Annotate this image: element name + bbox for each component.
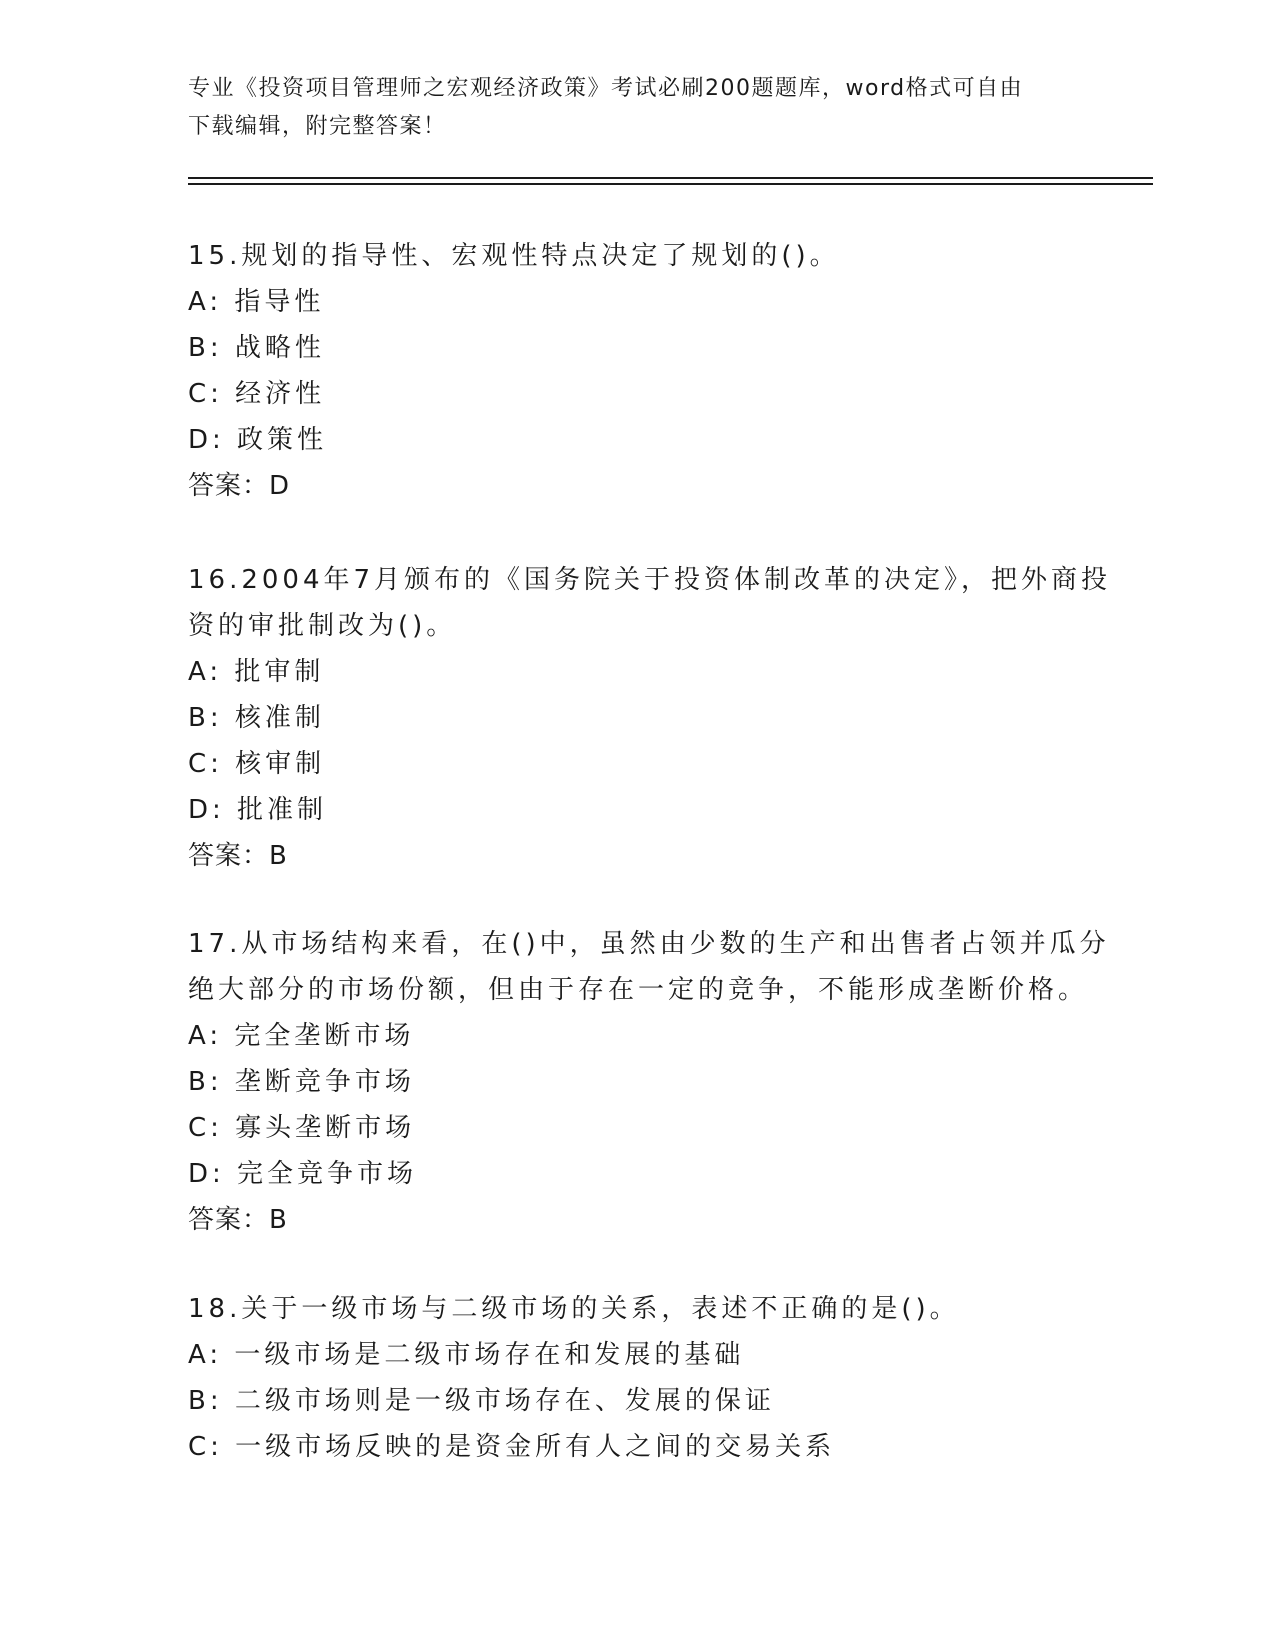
option-b: B: 二级市场则是一级市场存在、发展的保证 [188,1386,775,1416]
option-c: C: 寡头垄断市场 [188,1113,416,1143]
question-15 [188,233,1108,509]
document-header [188,70,1088,146]
header-divider-top [188,177,1153,179]
answer-key: 答案：B [188,1205,288,1235]
header-line-1: 专业《投资项目管理师之宏观经济政策》考试必刷200题题库，word格式可自由 [188,76,1024,101]
header-line-2: 下载编辑，附完整答案！ [188,114,447,139]
option-a: A: 一级市场是二级市场存在和发展的基础 [188,1340,745,1370]
question-stem-line-1: 17.从市场结构来看，在()中，虽然由少数的生产和出售者占领并瓜分 [188,929,1110,959]
option-c: C: 一级市场反映的是资金所有人之间的交易关系 [188,1432,836,1462]
header-divider-bottom [188,183,1153,185]
option-a: A: 完全垄断市场 [188,1021,415,1051]
question-stem: 18.关于一级市场与二级市场的关系，表述不正确的是()。 [188,1294,960,1324]
question-16 [188,557,1112,879]
option-d: D: 批准制 [188,795,328,825]
option-b: B: 核准制 [188,703,325,733]
option-c: C: 核审制 [188,749,326,779]
answer-key: 答案：B [188,841,288,871]
answer-key: 答案：D [188,471,291,501]
option-a: A: 指导性 [188,287,325,317]
option-a: A: 批审制 [188,657,325,687]
question-17 [188,921,1108,1243]
question-stem-line-1: 16.2004年7月颁布的《国务院关于投资体制改革的决定》，把外商投 [188,565,1112,595]
option-d: D: 完全竞争市场 [188,1159,418,1189]
option-b: B: 垄断竞争市场 [188,1067,415,1097]
option-b: B: 战略性 [188,333,325,363]
question-stem-line-2: 资的审批制改为()。 [188,611,457,641]
option-c: C: 经济性 [188,379,326,409]
question-18 [188,1286,1108,1470]
option-d: D: 政策性 [188,425,328,455]
question-stem-line-2: 绝大部分的市场份额，但由于存在一定的竞争，不能形成垄断价格。 [188,975,1089,1005]
question-stem: 15.规划的指导性、宏观性特点决定了规划的()。 [188,241,840,271]
